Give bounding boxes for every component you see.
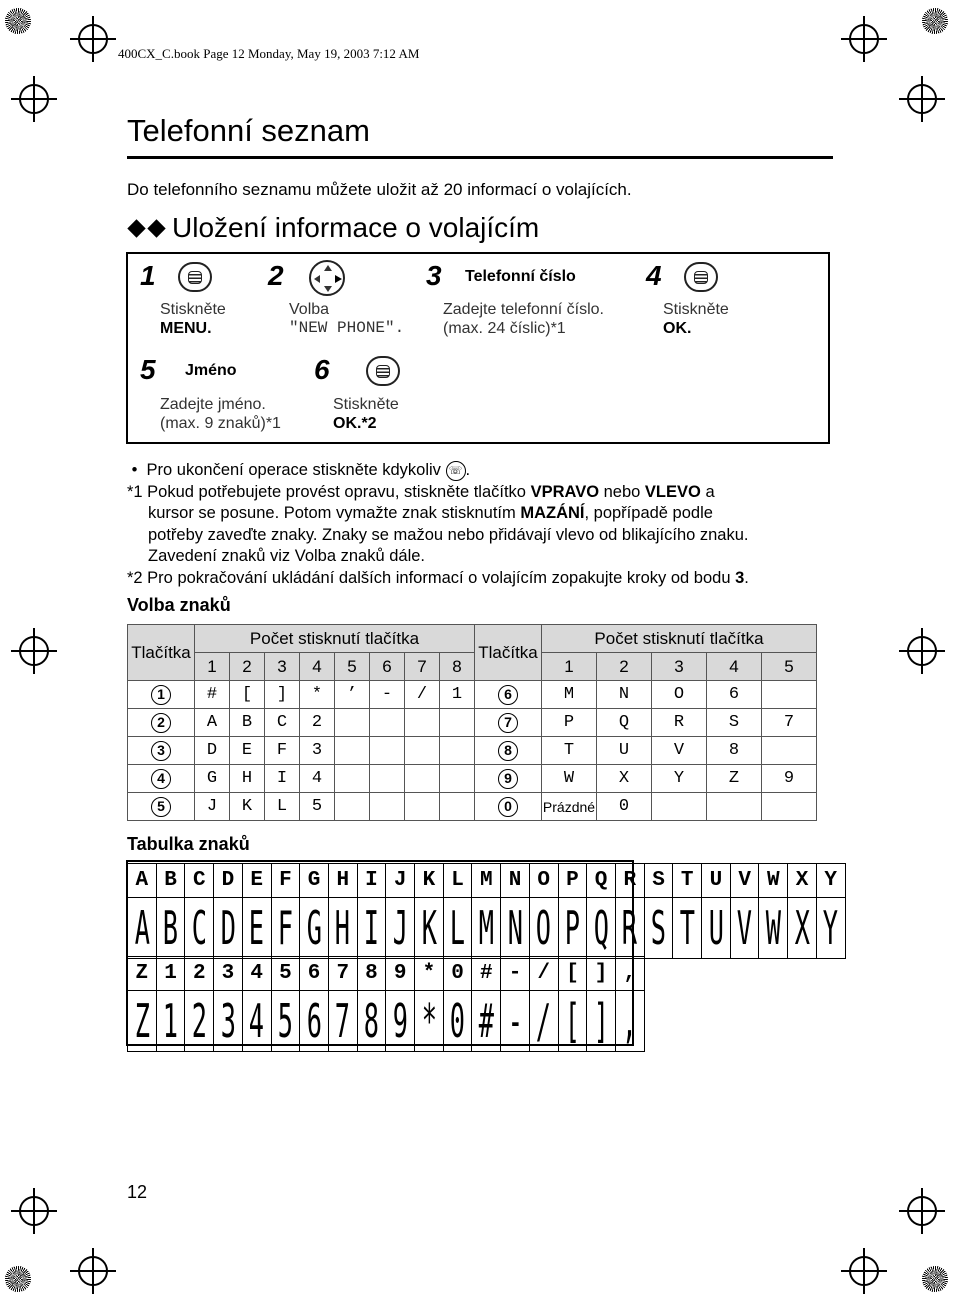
lcd-glyph: P: [565, 898, 581, 959]
key-cell: [475, 737, 542, 765]
step-text: Zadejte telefonní číslo.: [443, 301, 604, 318]
step-number: 5: [140, 354, 156, 385]
char-cell: I: [265, 765, 300, 793]
char-cell: L: [265, 793, 300, 821]
char-label: 9: [386, 957, 415, 991]
char-cell: [405, 709, 440, 737]
char-cell: H: [230, 765, 265, 793]
char-cell: V: [652, 737, 707, 765]
step-text: (max. 9 znaků)*1: [160, 415, 281, 432]
count-cell: 3: [652, 653, 707, 681]
char-label: 4: [242, 957, 271, 991]
count-cell: 3: [265, 653, 300, 681]
lcd-glyph: I: [364, 898, 380, 959]
count-cell: 5: [335, 653, 370, 681]
volba-title: Volba znaků: [127, 595, 231, 615]
registration-mark: [849, 24, 879, 54]
char-label: ,: [615, 957, 644, 991]
step-text: Stiskněte: [333, 396, 399, 413]
lcd-glyph: 8: [364, 991, 380, 1052]
char-cell: X: [597, 765, 652, 793]
lcd-glyph: N: [507, 898, 523, 959]
char-label: B: [156, 864, 185, 898]
count-cell: 5: [762, 653, 817, 681]
char-label: A: [128, 864, 157, 898]
char-label: U: [702, 864, 731, 898]
table-row: [128, 709, 817, 737]
char-label: V: [730, 864, 759, 898]
char-cell: [652, 793, 707, 821]
lcd-glyph: Z: [134, 991, 150, 1052]
char-cell: [440, 709, 475, 737]
lcd-glyph: 9: [392, 991, 408, 1052]
step-text: Zadejte jméno.: [160, 396, 266, 413]
char-label: *: [415, 957, 444, 991]
step-text: Stiskněte: [663, 301, 729, 318]
key-cell: [128, 765, 195, 793]
char-cell: 8: [707, 737, 762, 765]
char-cell: Prázdné: [542, 793, 597, 821]
char-grid-row1: [127, 863, 846, 959]
step-number: 4: [646, 260, 662, 291]
lcd-glyph: L: [450, 898, 466, 959]
count-cell: 2: [597, 653, 652, 681]
char-cell: Z: [707, 765, 762, 793]
step-text: "NEW PHONE".: [289, 319, 405, 337]
lcd-glyph: S: [651, 898, 667, 959]
lcd-glyph: 7: [335, 991, 351, 1052]
lcd-glyph: ]: [593, 991, 609, 1052]
lcd-glyph: #: [478, 991, 494, 1052]
char-cell: 5: [300, 793, 335, 821]
lcd-glyph: A: [134, 898, 150, 959]
print-header: 400CX_C.book Page 12 Monday, May 19, 2003 7:12 AM: [118, 46, 420, 61]
lcd-glyph: G: [306, 898, 322, 959]
char-label: ]: [587, 957, 616, 991]
char-label: N: [501, 864, 530, 898]
lcd-glyph: X: [794, 898, 810, 959]
step-text: MENU.: [160, 320, 212, 337]
char-label: Y: [816, 864, 845, 898]
lcd-glyph: 2: [191, 991, 207, 1052]
char-label: T: [673, 864, 702, 898]
char-cell: E: [230, 737, 265, 765]
char-cell: D: [195, 737, 230, 765]
char-label: 8: [357, 957, 386, 991]
char-cell: [762, 681, 817, 709]
lcd-glyph: 6: [306, 991, 322, 1052]
char-cell: [335, 709, 370, 737]
ok-key-icon: [366, 356, 400, 386]
char-cell: M: [542, 681, 597, 709]
character-selection-table: [127, 624, 817, 821]
lcd-glyph: U: [708, 898, 724, 959]
char-cell: [440, 765, 475, 793]
count-header: Počet stisknutí tlačítka: [195, 625, 475, 653]
registration-mark: [19, 84, 49, 114]
key-cell: [128, 793, 195, 821]
char-label: R: [615, 864, 644, 898]
lcd-glyph: C: [191, 898, 207, 959]
number-key-icon: 2: [151, 713, 171, 733]
lcd-glyph: /: [536, 991, 552, 1052]
step-text: Volba: [289, 301, 330, 318]
char-cell: [370, 709, 405, 737]
char-cell: #: [195, 681, 230, 709]
table-row: [128, 737, 817, 765]
char-cell: S: [707, 709, 762, 737]
notes: [127, 460, 837, 589]
step-text: (max. 24 číslic)*1: [443, 320, 566, 337]
count-cell: 8: [440, 653, 475, 681]
char-cell: ’: [335, 681, 370, 709]
navigation-key-icon: [309, 260, 345, 296]
table-row: [128, 681, 817, 709]
char-cell: /: [405, 681, 440, 709]
lcd-glyph: V: [737, 898, 753, 959]
table-row: [128, 793, 817, 821]
lcd-glyph: [: [565, 991, 581, 1052]
char-cell: T: [542, 737, 597, 765]
lcd-glyph: 1: [163, 991, 179, 1052]
count-cell: 4: [707, 653, 762, 681]
key-cell: [128, 709, 195, 737]
key-cell: [475, 793, 542, 821]
registration-mark: [849, 1256, 879, 1286]
lcd-glyph: M: [478, 898, 494, 959]
lcd-glyph: T: [679, 898, 695, 959]
number-key-icon: 9: [498, 769, 518, 789]
step-number: 3: [426, 260, 442, 291]
char-label: G: [300, 864, 329, 898]
char-cell: [370, 737, 405, 765]
char-cell: Y: [652, 765, 707, 793]
count-header: Počet stisknutí tlačítka: [542, 625, 817, 653]
number-key-icon: 6: [498, 685, 518, 705]
char-cell: [370, 793, 405, 821]
char-label: H: [328, 864, 357, 898]
registration-mark: [907, 84, 937, 114]
char-label: 0: [443, 957, 472, 991]
char-label: 2: [185, 957, 214, 991]
step-text: Stiskněte: [160, 301, 226, 318]
char-cell: J: [195, 793, 230, 821]
char-label: [: [558, 957, 587, 991]
crop-star-icon: [922, 1266, 948, 1292]
char-cell: 4: [300, 765, 335, 793]
char-label: Z: [128, 957, 157, 991]
crop-star-icon: [5, 8, 31, 34]
count-cell: 1: [542, 653, 597, 681]
lcd-glyph: *: [421, 991, 437, 1052]
note-2: *2 Pro pokračování ukládání dalších informací o volajícím zopakujte kroky od bodu 3.: [127, 568, 749, 587]
step-text: OK.: [663, 320, 692, 337]
lcd-glyph: K: [421, 898, 437, 959]
lcd-glyph: R: [622, 898, 638, 959]
char-cell: G: [195, 765, 230, 793]
lcd-glyph: D: [220, 898, 236, 959]
char-label: C: [185, 864, 214, 898]
step-label: Jméno: [185, 362, 237, 379]
char-cell: [335, 793, 370, 821]
lcd-glyph: H: [335, 898, 351, 959]
crop-star-icon: [5, 1266, 31, 1292]
step-number: 6: [314, 354, 330, 385]
char-label: X: [788, 864, 817, 898]
char-cell: ]: [265, 681, 300, 709]
char-cell: C: [265, 709, 300, 737]
title-rule: [127, 156, 833, 159]
char-cell: 9: [762, 765, 817, 793]
note-bullet: • Pro ukončení operace stiskněte kdykoliv ☏ .: [127, 461, 471, 479]
note-text: Pro ukončení operace stiskněte kdykoliv: [146, 461, 441, 479]
key-cell: [128, 681, 195, 709]
column-header: Tlačítka: [128, 625, 195, 681]
char-cell: F: [265, 737, 300, 765]
lcd-glyph: Q: [593, 898, 609, 959]
char-cell: [762, 793, 817, 821]
registration-mark: [78, 24, 108, 54]
lcd-glyph: F: [277, 898, 293, 959]
char-cell: R: [652, 709, 707, 737]
char-label: P: [558, 864, 587, 898]
number-key-icon: 7: [498, 713, 518, 733]
lcd-glyph: B: [163, 898, 179, 959]
column-header: Tlačítka: [475, 625, 542, 681]
count-cell: 6: [370, 653, 405, 681]
step-label: Telefonní číslo: [465, 268, 576, 285]
char-label: #: [472, 957, 501, 991]
count-cell: 1: [195, 653, 230, 681]
char-label: Q: [587, 864, 616, 898]
lcd-glyph: O: [536, 898, 552, 959]
char-cell: O: [652, 681, 707, 709]
char-cell: P: [542, 709, 597, 737]
char-cell: W: [542, 765, 597, 793]
char-cell: 7: [762, 709, 817, 737]
lcd-glyph: Y: [823, 898, 839, 959]
number-key-icon: 1: [151, 685, 171, 705]
registration-mark: [19, 1196, 49, 1226]
number-key-icon: 3: [151, 741, 171, 761]
char-cell: [440, 793, 475, 821]
count-cell: 2: [230, 653, 265, 681]
lcd-glyph: ,: [622, 991, 638, 1052]
lcd-glyph: 4: [249, 991, 265, 1052]
ok-key-icon: [684, 262, 718, 292]
char-cell: [335, 765, 370, 793]
registration-mark: [907, 1196, 937, 1226]
char-label: S: [644, 864, 673, 898]
page-number: 12: [127, 1182, 148, 1202]
char-label: -: [501, 957, 530, 991]
lcd-glyph: J: [392, 898, 408, 959]
number-key-icon: 5: [151, 797, 171, 817]
number-key-icon: 8: [498, 741, 518, 761]
count-cell: 7: [405, 653, 440, 681]
char-cell: B: [230, 709, 265, 737]
note-1-cont: kursor se posune. Potom vymažte znak stisknutím MAZÁNÍ, popřípadě podle: [148, 504, 713, 522]
char-cell: 2: [300, 709, 335, 737]
key-cell: [475, 681, 542, 709]
step-number: 2: [268, 260, 284, 291]
char-label: 1: [156, 957, 185, 991]
char-label: J: [386, 864, 415, 898]
char-label: 3: [214, 957, 243, 991]
char-cell: Q: [597, 709, 652, 737]
note-1-cont: potřeby zaveďte znaky. Znaky se mažou nebo přidávají vlevo od blikajícího znaku.: [148, 525, 749, 544]
char-label: 7: [328, 957, 357, 991]
key-cell: [475, 765, 542, 793]
lcd-glyph: 5: [277, 991, 293, 1052]
diamond-bullets-icon: [127, 222, 166, 235]
char-label: L: [443, 864, 472, 898]
char-cell: 1: [440, 681, 475, 709]
char-cell: [405, 793, 440, 821]
note-text: .: [465, 461, 471, 479]
char-label: F: [271, 864, 300, 898]
char-label: /: [529, 957, 558, 991]
tabulka-title: Tabulka znaků: [127, 834, 250, 854]
registration-mark: [78, 1256, 108, 1286]
char-label: E: [242, 864, 271, 898]
char-label: I: [357, 864, 386, 898]
step-number: 1: [140, 260, 156, 291]
number-key-icon: 0: [498, 797, 518, 817]
registration-mark: [19, 636, 49, 666]
lcd-glyph: 3: [220, 991, 236, 1052]
menu-key-icon: [178, 262, 212, 292]
lcd-glyph: W: [765, 898, 781, 959]
char-cell: N: [597, 681, 652, 709]
key-cell: [475, 709, 542, 737]
char-cell: [440, 737, 475, 765]
lcd-glyph: 0: [450, 991, 466, 1052]
step-text: OK.*2: [333, 415, 377, 432]
note-1: *1 Pokud potřebujete provést opravu, stiskněte tlačítko VPRAVO nebo VLEVO a: [127, 482, 715, 501]
note-1-cont: Zavedení znaků viz Volba znaků dále.: [148, 547, 426, 565]
page-title: Telefonní seznam: [127, 113, 370, 148]
char-cell: K: [230, 793, 265, 821]
char-cell: [335, 737, 370, 765]
registration-mark: [907, 636, 937, 666]
char-cell: [: [230, 681, 265, 709]
char-cell: 0: [597, 793, 652, 821]
char-cell: *: [300, 681, 335, 709]
intro-text: Do telefonního seznamu můžete uložit až 20 informací o volajících.: [127, 180, 632, 199]
off-key-icon: ☏: [446, 461, 466, 481]
char-label: W: [759, 864, 788, 898]
char-cell: -: [370, 681, 405, 709]
char-grid-row2: [127, 956, 645, 1052]
count-cell: 4: [300, 653, 335, 681]
crop-star-icon: [922, 8, 948, 34]
char-cell: [405, 765, 440, 793]
lcd-glyph: -: [507, 991, 523, 1052]
char-label: K: [415, 864, 444, 898]
char-cell: [707, 793, 762, 821]
section-heading: [127, 212, 539, 244]
char-cell: [370, 765, 405, 793]
char-cell: 6: [707, 681, 762, 709]
char-cell: U: [597, 737, 652, 765]
table-row: [128, 765, 817, 793]
char-cell: [762, 737, 817, 765]
char-label: D: [214, 864, 243, 898]
char-label: M: [472, 864, 501, 898]
char-label: 5: [271, 957, 300, 991]
char-cell: A: [195, 709, 230, 737]
number-key-icon: 4: [151, 769, 171, 789]
char-cell: 3: [300, 737, 335, 765]
key-cell: [128, 737, 195, 765]
lcd-glyph: E: [249, 898, 265, 959]
char-label: 6: [300, 957, 329, 991]
char-label: O: [529, 864, 558, 898]
char-cell: [405, 737, 440, 765]
section-title: Uložení informace o volajícím: [172, 212, 540, 243]
